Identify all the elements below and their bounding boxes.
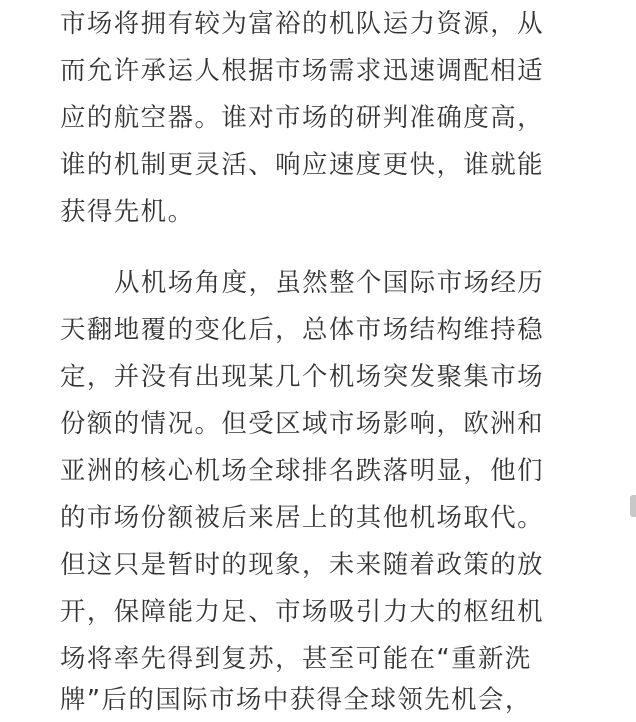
text-line: 但这只是暂时的现象，未来随着政策的放 <box>60 549 545 579</box>
scrollbar-thumb[interactable] <box>630 495 636 517</box>
text-line: 而允许承运人根据市场需求迅速调配相适 <box>60 55 545 85</box>
text-line: 场将率先得到复苏，甚至可能在“重新洗 <box>60 643 532 673</box>
text-line: 亚洲的核心机场全球排名跌落明显，他们 <box>60 455 545 485</box>
text-line: 天翻地覆的变化后，总体市场结构维持稳 <box>60 314 545 344</box>
text-line: 开，保障能力足、市场吸引力大的枢纽机 <box>60 596 545 626</box>
text-line: 牌”后的国际市场中获得全球领先机会， <box>60 684 532 714</box>
text-line: 谁的机制更灵活、响应速度更快，谁就能 <box>60 149 545 179</box>
text-line: 市场将拥有较为富裕的机队运力资源，从 <box>60 8 545 38</box>
text-line: 从机场角度，虽然整个国际市场经历 <box>114 267 545 297</box>
text-line: 份额的情况。但受区域市场影响，欧洲和 <box>60 408 545 438</box>
text-line: 定，并没有出现某几个机场突发聚集市场 <box>60 361 545 391</box>
text-line: 应的航空器。谁对市场的研判准确度高， <box>60 102 545 132</box>
text-line: 的市场份额被后来居上的其他机场取代。 <box>60 502 545 532</box>
text-line: 获得先机。 <box>60 196 195 226</box>
